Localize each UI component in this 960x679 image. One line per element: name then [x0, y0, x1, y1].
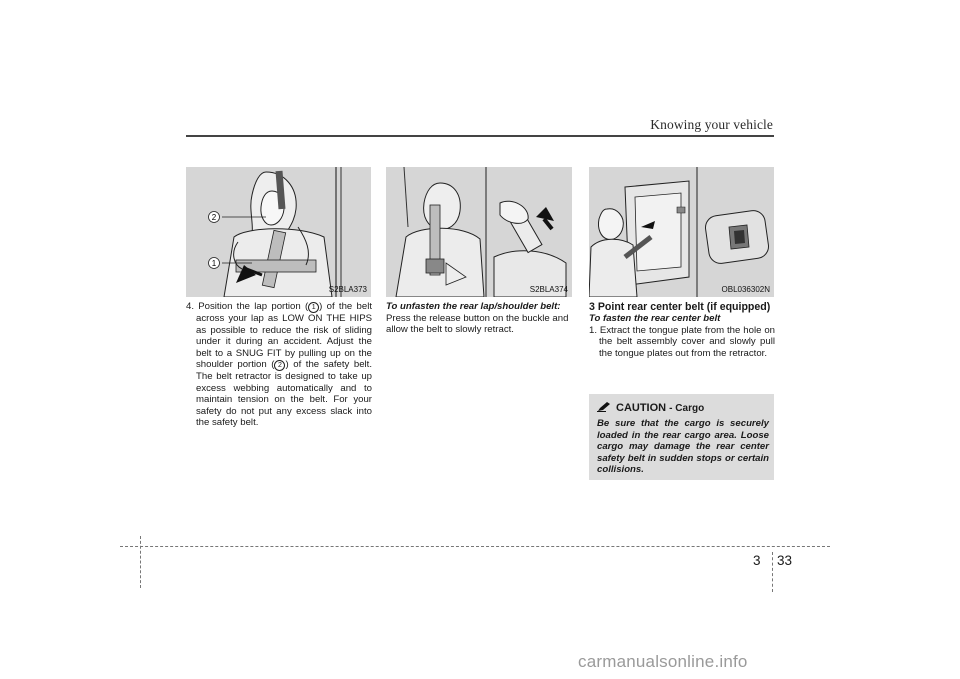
circled-number-1: 1 [308, 302, 319, 313]
figure-unfasten-belt [386, 167, 572, 297]
lap-belt-illustration [186, 167, 371, 297]
footer-rule [120, 546, 830, 547]
section-subheading: To fasten the rear center belt [589, 313, 721, 324]
caution-pencil-icon [597, 402, 611, 412]
figure-lap-belt-position [186, 167, 371, 297]
section-heading: 3 Point rear center belt (if equipped) [589, 301, 771, 313]
column-center-belt-instructions [589, 301, 775, 359]
circled-number-2: 2 [274, 360, 285, 371]
page-number: 33 [777, 553, 793, 568]
page-divider [772, 552, 773, 592]
section-body: Press the release button on the buckle and allow the belt to slowly retract. [386, 312, 569, 335]
step-text-middle: ) of the belt across your lap as LOW ON THE HIPS as possible to reduce the risk of sliding under it during an accident. Adjust the belt to a SNUG FIT by pulling up on the shoulder portion ( [196, 301, 372, 370]
header-title: Knowing your vehicle [650, 117, 773, 132]
step-text-suffix: ) of the safety belt. The belt retractor is designed to take up excess webbing automatically and to maintain tension on the belt. For your safety do not put any excess slack into the safety belt. [196, 359, 372, 428]
callout-2: 2 [211, 213, 217, 222]
instruction-step-1: 1. Extract the tongue plate from the hole on the belt assembly cover and slowly pull the tongue plates out from the retractor. [589, 324, 775, 359]
header-rule [186, 135, 774, 137]
figure-code: S2BLA373 [328, 285, 367, 294]
figure-code: OBL036302N [721, 285, 770, 294]
step-text-prefix: 4. Position the lap portion ( [186, 301, 309, 312]
instruction-step-4 [186, 301, 372, 429]
crop-mark-left [140, 536, 141, 588]
callout-1: 1 [211, 259, 217, 268]
column-lap-belt-instructions [186, 301, 372, 429]
watermark: carmanualsonline.info [578, 652, 748, 671]
caution-box [589, 394, 774, 480]
unfasten-belt-illustration [386, 167, 572, 297]
column-unfasten-instructions [386, 301, 572, 336]
section-heading: To unfasten the rear lap/shoulder belt: [386, 301, 561, 312]
figure-rear-center-belt [589, 167, 774, 297]
figure-code: S2BLA374 [529, 285, 568, 294]
caution-subtitle: - Cargo [669, 403, 705, 414]
caution-body: Be sure that the cargo is securely loaded in the rear cargo area. Loose cargo may damage the rear center safety belt in sudden stops or certain collisions. [597, 418, 769, 475]
caution-label: CAUTION [616, 402, 667, 414]
caution-title [597, 402, 704, 414]
chapter-number: 3 [753, 553, 761, 568]
rear-center-belt-illustration [589, 167, 774, 297]
